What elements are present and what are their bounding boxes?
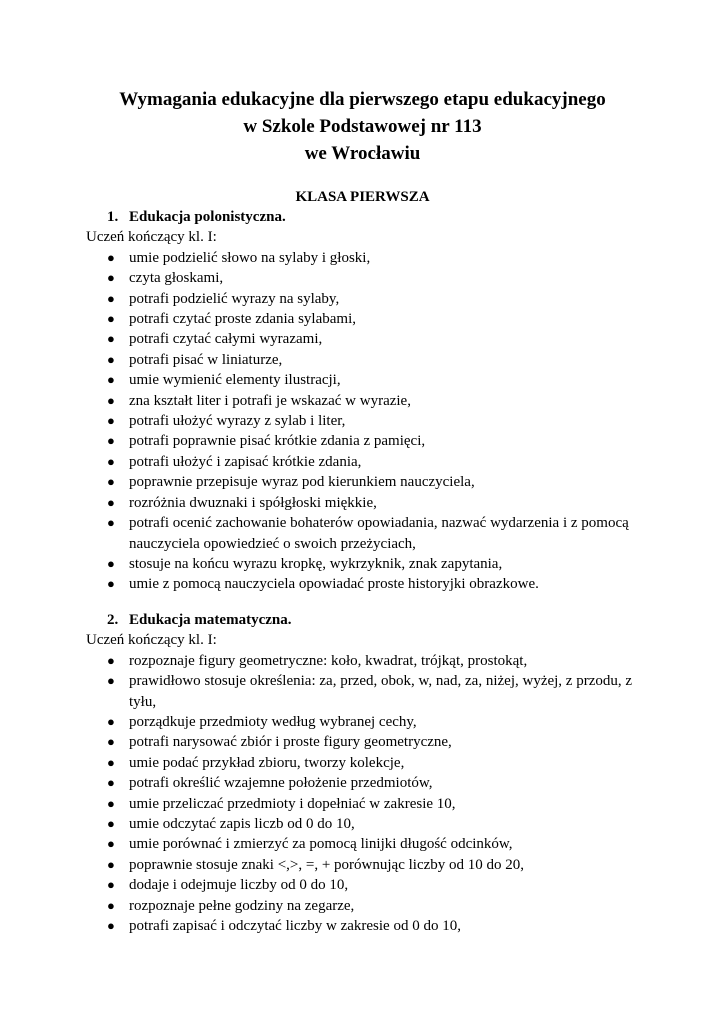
section-polish-education (86, 207, 646, 595)
list-item (86, 411, 646, 431)
list-item-text: porządkuje przedmioty według wybranej cechy, (129, 714, 417, 731)
bullet-icon: ● (107, 734, 115, 750)
list-item-text: umie odczytać zapis liczb od 0 do 10, (129, 816, 355, 833)
list-item (86, 712, 646, 732)
list-item (86, 329, 646, 349)
list-item-text: potrafi podzielić wyrazy na sylaby, (129, 290, 340, 307)
list-item (86, 309, 646, 329)
class-heading: KLASA PIERWSZA (295, 189, 430, 205)
list-item-text: potrafi ułożyć wyrazy z sylab i liter, (129, 413, 346, 430)
bullet-icon: ● (107, 270, 115, 286)
section-intro: Uczeń kończący kl. I: (86, 229, 217, 246)
list-item (86, 452, 646, 472)
bullet-icon: ● (107, 673, 115, 689)
bullet-icon: ● (107, 494, 115, 510)
bullet-icon: ● (107, 331, 115, 347)
list-item (86, 651, 646, 671)
list-item (86, 814, 646, 834)
list-item (86, 834, 646, 854)
list-item (86, 671, 646, 712)
list-item-text: potrafi zapisać i odczytać liczby w zakresie od 0 do 10, (129, 918, 461, 935)
section-intro: Uczeń kończący kl. I: (86, 632, 217, 649)
section-number: 1. (107, 209, 119, 225)
list-item (86, 472, 646, 492)
bullet-icon: ● (107, 775, 115, 791)
list-item (86, 289, 646, 309)
list-item-text: umie podać przykład zbioru, tworzy kolekcje, (129, 754, 405, 771)
list-item (86, 248, 646, 268)
section-heading (86, 207, 646, 227)
list-item-text: potrafi czytać całymi wyrazami, (129, 331, 323, 348)
list-item (86, 493, 646, 513)
bullet-icon: ● (107, 453, 115, 469)
bullet-icon: ● (107, 372, 115, 388)
list-item-text: rozpoznaje pełne godziny na zegarze, (129, 897, 355, 914)
bullet-icon: ● (107, 433, 115, 449)
list-item (86, 875, 646, 895)
title-line: we Wrocławiu (304, 143, 421, 164)
bullet-icon: ● (107, 754, 115, 770)
list-item-text: umie wymienić elementy ilustracji, (129, 372, 341, 389)
list-item-text: umie przeliczać przedmioty i dopełniać w zakresie 10, (129, 795, 456, 812)
bullet-icon: ● (107, 311, 115, 327)
bullet-icon: ● (107, 652, 115, 668)
list-item (86, 370, 646, 390)
list-item (86, 753, 646, 773)
section-heading (86, 610, 646, 630)
list-item-text: czyta głoskami, (129, 270, 224, 287)
title-line: w Szkole Podstawowej nr 113 (243, 116, 482, 137)
list-item-text: potrafi pisać w liniaturze, (129, 351, 283, 368)
list-item (86, 431, 646, 451)
list-item (86, 350, 646, 370)
bullet-icon: ● (107, 576, 115, 592)
bullet-icon: ● (107, 836, 115, 852)
bullet-icon: ● (107, 290, 115, 306)
bullet-icon: ● (107, 795, 115, 811)
list-item-text: prawidłowo stosuje określenia: za, przed, obok, w, nad, za, niżej, wyżej, z przodu, z tyłu, (129, 673, 633, 710)
bullet-icon: ● (107, 918, 115, 934)
section-title: Edukacja matematyczna. (129, 612, 292, 628)
list-item-text: umie porównać i zmierzyć za pomocą linijki długość odcinków, (129, 836, 513, 853)
section-number: 2. (107, 612, 119, 628)
list-item-text: potrafi ocenić zachowanie bohaterów opowiadania, nazwać wydarzenia i z pomocą nauczyciela opowiedzieć o swoich przeżyciach, (129, 515, 629, 552)
list-item (86, 896, 646, 916)
list-item-text: potrafi określić wzajemne położenie przedmiotów, (129, 775, 433, 792)
bullet-icon: ● (107, 897, 115, 913)
bullet-icon: ● (107, 515, 115, 531)
list-item (86, 268, 646, 288)
list-item (86, 855, 646, 875)
bullet-icon: ● (107, 413, 115, 429)
section-title: Edukacja polonistyczna. (129, 209, 286, 225)
list-item (86, 574, 646, 594)
list-item (86, 794, 646, 814)
list-item-text: zna kształt liter i potrafi je wskazać w wyrazie, (129, 392, 411, 409)
bullet-icon: ● (107, 351, 115, 367)
requirements-list (86, 248, 646, 595)
bullet-icon: ● (107, 249, 115, 265)
bullet-icon: ● (107, 555, 115, 571)
list-item-text: umie z pomocą nauczyciela opowiadać proste historyjki obrazkowe. (129, 576, 539, 593)
list-item-text: poprawnie stosuje znaki <,>, =, + porównując liczby od 10 do 20, (129, 856, 525, 873)
list-item-text: umie podzielić słowo na sylaby i głoski, (129, 249, 371, 266)
list-item (86, 554, 646, 574)
list-item (86, 773, 646, 793)
list-item (86, 513, 646, 554)
bullet-icon: ● (107, 816, 115, 832)
bullet-icon: ● (107, 877, 115, 893)
bullet-icon: ● (107, 392, 115, 408)
document-title (0, 86, 725, 167)
list-item-text: potrafi narysować zbiór i proste figury geometryczne, (129, 734, 452, 751)
bullet-icon: ● (107, 856, 115, 872)
list-item-text: potrafi poprawnie pisać krótkie zdania z pamięci, (129, 433, 426, 450)
bullet-icon: ● (107, 714, 115, 730)
requirements-list (86, 651, 646, 937)
list-item-text: potrafi ułożyć i zapisać krótkie zdania, (129, 453, 362, 470)
list-item-text: stosuje na końcu wyrazu kropkę, wykrzyknik, znak zapytania, (129, 555, 503, 572)
list-item-text: potrafi czytać proste zdania sylabami, (129, 311, 356, 328)
list-item-text: poprawnie przepisuje wyraz pod kierunkiem nauczyciela, (129, 474, 475, 491)
list-item-text: rozpoznaje figury geometryczne: koło, kwadrat, trójkąt, prostokąt, (129, 652, 528, 669)
list-item (86, 391, 646, 411)
list-item (86, 732, 646, 752)
section-math-education (86, 610, 646, 937)
list-item (86, 916, 646, 936)
bullet-icon: ● (107, 474, 115, 490)
list-item-text: dodaje i odejmuje liczby od 0 do 10, (129, 877, 349, 894)
title-line: Wymagania edukacyjne dla pierwszego etapu edukacyjnego (119, 89, 606, 110)
list-item-text: rozróżnia dwuznaki i spółgłoski miękkie, (129, 494, 377, 511)
